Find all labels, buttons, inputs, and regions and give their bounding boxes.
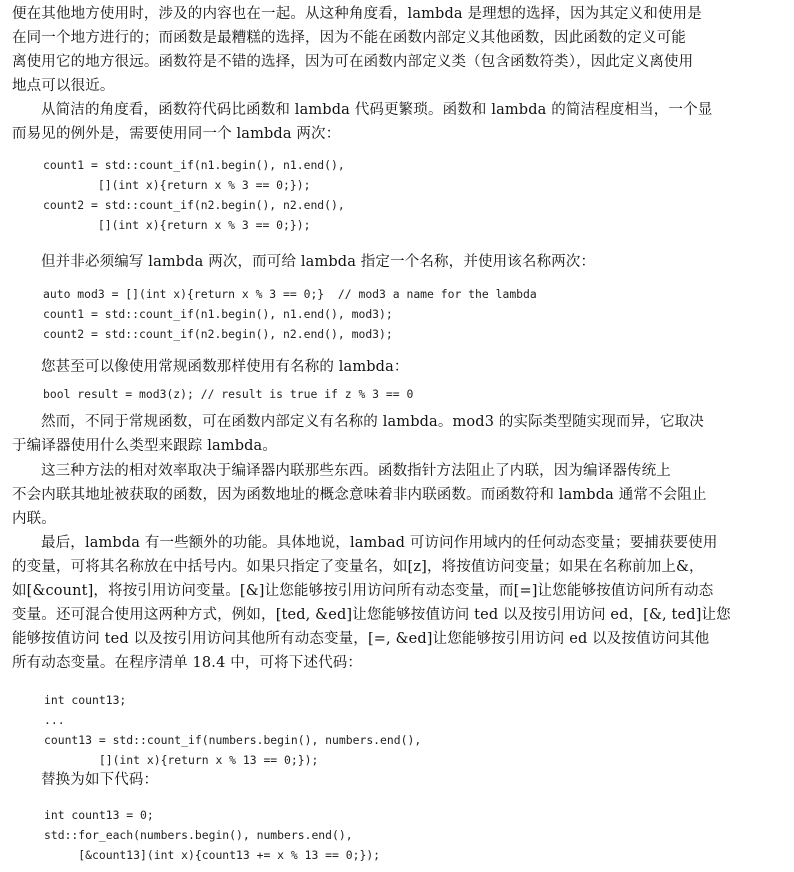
code-block-count13-original [44, 690, 421, 770]
text-line: 内联。 [12, 511, 56, 527]
paragraph-4 [12, 355, 784, 379]
text-line: 不会内联其地址被获取的函数，因为函数地址的概念意味着非内联函数。而函数符和 lambda 通常不会阻止 [12, 487, 707, 503]
text-line: 如[&count]，将按引用访问变量。[&]让您能够按引用访问所有动态变量，而[=]让您能够按值访问所有动态 [12, 583, 714, 599]
code-line: count2 = std::count_if(n2.begin(), n2.end(), [43, 198, 345, 212]
code-line: int count13; [44, 693, 127, 707]
text-line: 变量。还可混合使用这两种方式，例如，[ted, &ed]让您能够按值访问 ted 以及按引用访问 ed，[&, ted]让您 [12, 607, 731, 623]
paragraph-5 [12, 410, 784, 458]
text-line: 然而，不同于常规函数，可在函数内部定义有名称的 lambda。mod3 的实际类型随实现而异，它取决 [41, 414, 704, 430]
text-line: 您甚至可以像使用常规函数那样使用有名称的 lambda： [41, 359, 409, 375]
text-line: 能够按值访问 ted 以及按引用访问其他所有动态变量，[=, &ed]让您能够按引用访问 ed 以及按值访问其他 [12, 631, 710, 647]
text-line: 最后，lambda 有一些额外的功能。具体地说，lambad 可访问作用域内的任何动态变量；要捕获要使用 [41, 535, 718, 551]
code-line: [](int x){return x % 3 == 0;}); [43, 218, 311, 232]
text-line: 替换为如下代码： [41, 772, 159, 788]
code-line: count1 = std::count_if(n1.begin(), n1.end(), [43, 158, 345, 172]
paragraph-2 [12, 98, 784, 146]
text-line: 从简洁的角度看，函数符代码比函数和 lambda 代码更繁琐。函数和 lambda 的简洁程度相当，一个显 [41, 102, 713, 118]
code-line: count1 = std::count_if(n1.begin(), n1.end(), mod3); [43, 307, 393, 321]
paragraph-7 [12, 531, 784, 675]
text-line: 于编译器使用什么类型来跟踪 lambda。 [12, 438, 277, 454]
code-line: std::for_each(numbers.begin(), numbers.end(), [44, 828, 353, 842]
text-line: 而易见的例外是，需要使用同一个 lambda 两次： [12, 126, 341, 142]
code-line: auto mod3 = [](int x){return x % 3 == 0;} // mod3 a name for the lambda [43, 287, 537, 301]
code-line: [&count13](int x){count13 += x % 13 == 0;}); [44, 848, 381, 862]
text-line: 但并非必须编写 lambda 两次，而可给 lambda 指定一个名称，并使用该名称两次： [41, 254, 596, 270]
text-line: 离使用它的地方很远。函数符是不错的选择，因为可在函数内部定义类（包含函数符类），因此定义离使用 [12, 54, 694, 70]
text-line: 在同一个地方进行的；而函数是最糟糕的选择，因为不能在函数内部定义其他函数，因此函数的定义可能 [12, 30, 686, 46]
code-line: bool result = mod3(z); // result is true if z % 3 == 0 [43, 387, 414, 401]
paragraph-3 [12, 250, 784, 274]
text-line: 便在其他地方使用时，涉及的内容也在一起。从这种角度看，lambda 是理想的选择，因为其定义和使用是 [12, 6, 702, 22]
paragraph-8 [12, 768, 784, 792]
paragraph-1 [12, 2, 784, 98]
code-block-count-if-twice [43, 155, 345, 235]
code-line: ... [44, 713, 65, 727]
code-line: int count13 = 0; [44, 808, 154, 822]
code-block-count13-replacement [44, 805, 380, 865]
text-line: 这三种方法的相对效率取决于编译器内联那些东西。函数指针方法阻止了内联，因为编译器传统上 [41, 463, 671, 479]
code-line: [](int x){return x % 13 == 0;}); [44, 753, 319, 767]
code-block-named-lambda [43, 284, 537, 344]
text-line: 地点可以很近。 [12, 78, 115, 94]
code-line: [](int x){return x % 3 == 0;}); [43, 178, 311, 192]
code-block-mod3-call [43, 384, 413, 404]
code-line: count2 = std::count_if(n2.begin(), n2.end(), mod3); [43, 327, 393, 341]
text-line: 所有动态变量。在程序清单 18.4 中，可将下述代码： [12, 655, 363, 671]
paragraph-6 [12, 459, 784, 531]
text-line: 的变量，可将其名称放在中括号内。如果只指定了变量名，如[z]，将按值访问变量；如果在名称前加上&， [12, 559, 704, 575]
code-line: count13 = std::count_if(numbers.begin(), numbers.end(), [44, 733, 422, 747]
